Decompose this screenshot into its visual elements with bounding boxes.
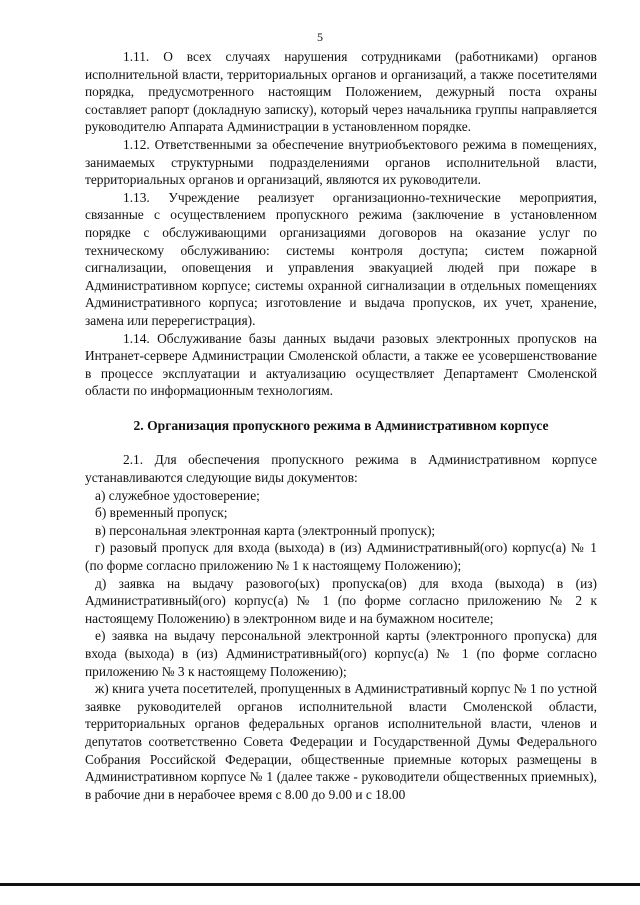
list-item-zh: ж) книга учета посетителей, пропущенных в Административный корпус № 1 по устной заявке руководителей органов исполнительной власти Смоленской области, территориальных органов федеральных органов исполнительной власти, членов и депутатов соответственно Совета Федерации и Государственной Думы Федерального Собрания Российской Федерации, общественные приемные которых размещены в Административном корпусе № 1 (далее также - руководители общественных приемных), в рабочие дни в нерабочее время с 8.00 до 9.00 и с 18.00 bbox=[85, 681, 597, 802]
list-item-v: в) персональная электронная карта (электронный пропуск); bbox=[95, 522, 436, 538]
paragraph-2-1: 2.1. Для обеспечения пропускного режима в Административном корпусе устанавливаются следующие виды документов: bbox=[85, 452, 597, 486]
list-item-e: е) заявка на выдачу персональной электронной карты (электронного пропуска) для входа (выхода) в (из) Административный(ого) корпус(а) № 1 (по форме согласно приложению № 3 к настоящему Положению); bbox=[85, 628, 597, 679]
paragraph-1-12: 1.12. Ответственными за обеспечение внутриобъектового режима в помещениях, занимаемых структурными подразделениями органов исполнительной власти, территориальных органов и организаций, являются их руководители. bbox=[85, 136, 597, 188]
paragraph-1-11: 1.11. О всех случаях нарушения сотрудниками (работниками) органов исполнительной власти, территориальных органов и организаций, а также посетителями порядка, предусмотренного настоящим Положением, дежурный поста охраны составляет рапорт (докладную записку), который через начальника группы направляется руководителю Аппарата Администрации в установленном порядке. bbox=[85, 49, 597, 135]
paragraph-1-14: 1.14. Обслуживание базы данных выдачи разовых электронных пропусков на Интранет-сервере Администрации Смоленской области, а также ее усовершенствование в процессе эксплуатации и актуализацию осуществляет Департамент Смоленской области по информационным технологиям. bbox=[85, 330, 597, 399]
section-2-heading: 2. Организация пропускного режима в Административном корпусе bbox=[133, 417, 549, 433]
list-item-d: д) заявка на выдачу разового(ых) пропуска(ов) для входа (выхода) в (из) Административный(ого) корпус(а) № 1 (по форме согласно приложению № 2 к настоящему Положению) в электронном виде и на бумажном носителе; bbox=[85, 575, 597, 626]
list-item-b: б) временный пропуск; bbox=[95, 505, 228, 521]
list-item-g: г) разовый пропуск для входа (выхода) в (из) Административный(ого) корпус(а) № 1 (по форме согласно приложению № 1 к настоящему Положению); bbox=[85, 540, 597, 574]
page-number: 5 bbox=[317, 30, 323, 44]
document-body bbox=[85, 48, 597, 803]
list-item-a: а) служебное удостоверение; bbox=[95, 487, 260, 503]
bottom-rule bbox=[0, 883, 640, 886]
paragraph-1-13: 1.13. Учреждение реализует организационно-технические мероприятия, связанные с осуществлением пропускного режима (заключение в установленном порядке с обслуживающими организациями договоров на оказание услуг по техническому обслуживанию: системы контроля доступа; систем пожарной сигнализации, оповещения и управления эвакуацией людей при пожаре в Административном корпусе; системы охранной сигнализации в отдельных помещениях Административного корпуса; изготовление и выдача пропусков, их учет, хранение, замена или перерегистрация). bbox=[85, 189, 597, 328]
